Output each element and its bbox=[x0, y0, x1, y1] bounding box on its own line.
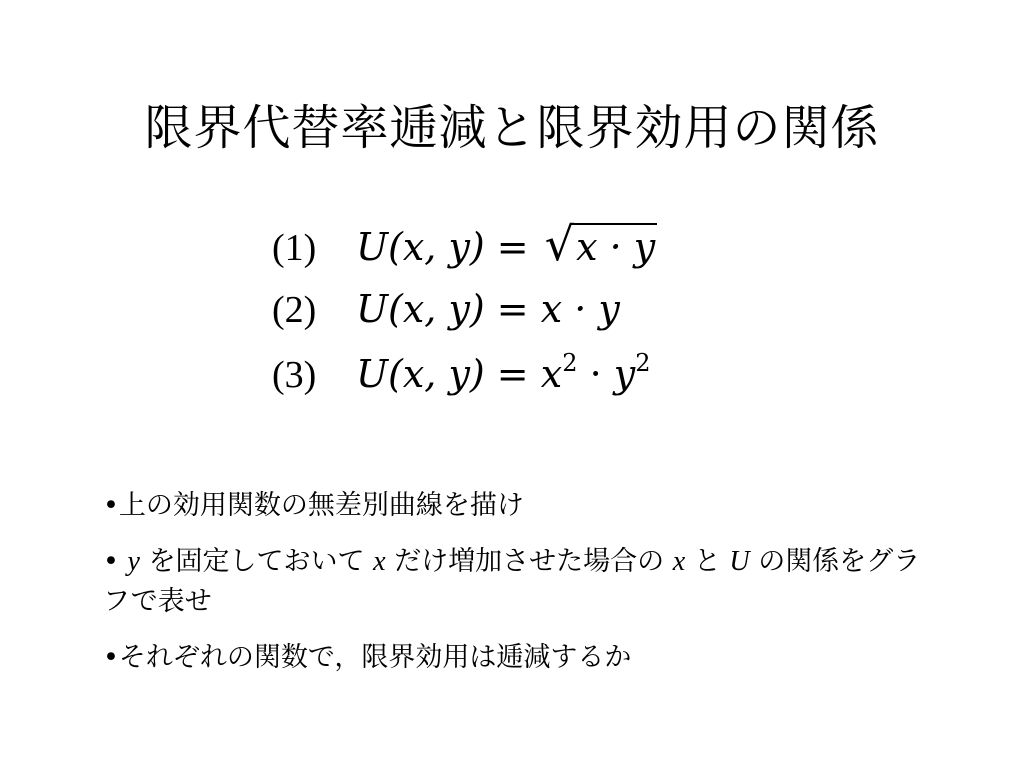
slide-title: 限界代替率逓減と限界効用の関係 bbox=[144, 100, 880, 156]
equation-3-base-y: y bbox=[613, 352, 636, 396]
variable-x-2: x bbox=[672, 546, 686, 577]
equation-list bbox=[272, 212, 657, 407]
equation-3-dot: · bbox=[589, 352, 602, 396]
equation-3-exponent-x: 2 bbox=[562, 349, 578, 377]
equation-2-number: (2) bbox=[272, 289, 317, 331]
equation-3-number: (3) bbox=[272, 354, 317, 396]
equation-1-lhs: U(x, y) = bbox=[356, 225, 529, 269]
equation-3-lhs: U(x, y) = bbox=[356, 352, 529, 396]
equation-2 bbox=[272, 277, 657, 342]
equation-3-exponent-y: 2 bbox=[635, 349, 651, 377]
bullet-item-3: •それぞれの関数で，限界効用は逓減するか bbox=[103, 642, 632, 673]
bullet-item-1: •上の効用関数の無差別曲線を描け bbox=[103, 490, 524, 521]
equation-1-number: (1) bbox=[272, 227, 317, 269]
bullet-mark: • bbox=[103, 546, 119, 577]
equation-1-radicand: x · y bbox=[576, 225, 656, 269]
bullet-2-text-4: の関係をグラフで表せ bbox=[103, 546, 921, 617]
variable-x: x bbox=[373, 546, 386, 577]
equation-3 bbox=[272, 342, 657, 407]
sqrt-symbol bbox=[541, 212, 657, 280]
bullet-2-text-3: と bbox=[693, 546, 721, 577]
equation-2-lhs: U(x, y) = bbox=[356, 287, 529, 331]
variable-u: U bbox=[729, 546, 750, 577]
bullet-list bbox=[103, 486, 933, 694]
equation-2-rhs: x · y bbox=[540, 287, 620, 331]
equation-3-base-x: x bbox=[540, 352, 563, 396]
equation-1 bbox=[272, 212, 657, 277]
equation-2-formula bbox=[356, 277, 620, 342]
bullet-2-text-2: だけ増加させた場合の bbox=[394, 546, 665, 577]
variable-y: y bbox=[127, 546, 140, 577]
equation-1-formula bbox=[356, 212, 657, 280]
bullet-2-text-1: を固定しておいて bbox=[148, 546, 365, 577]
radical-icon: √ bbox=[544, 217, 575, 271]
equation-3-formula bbox=[356, 342, 651, 407]
bullet-item-2 bbox=[103, 542, 933, 622]
